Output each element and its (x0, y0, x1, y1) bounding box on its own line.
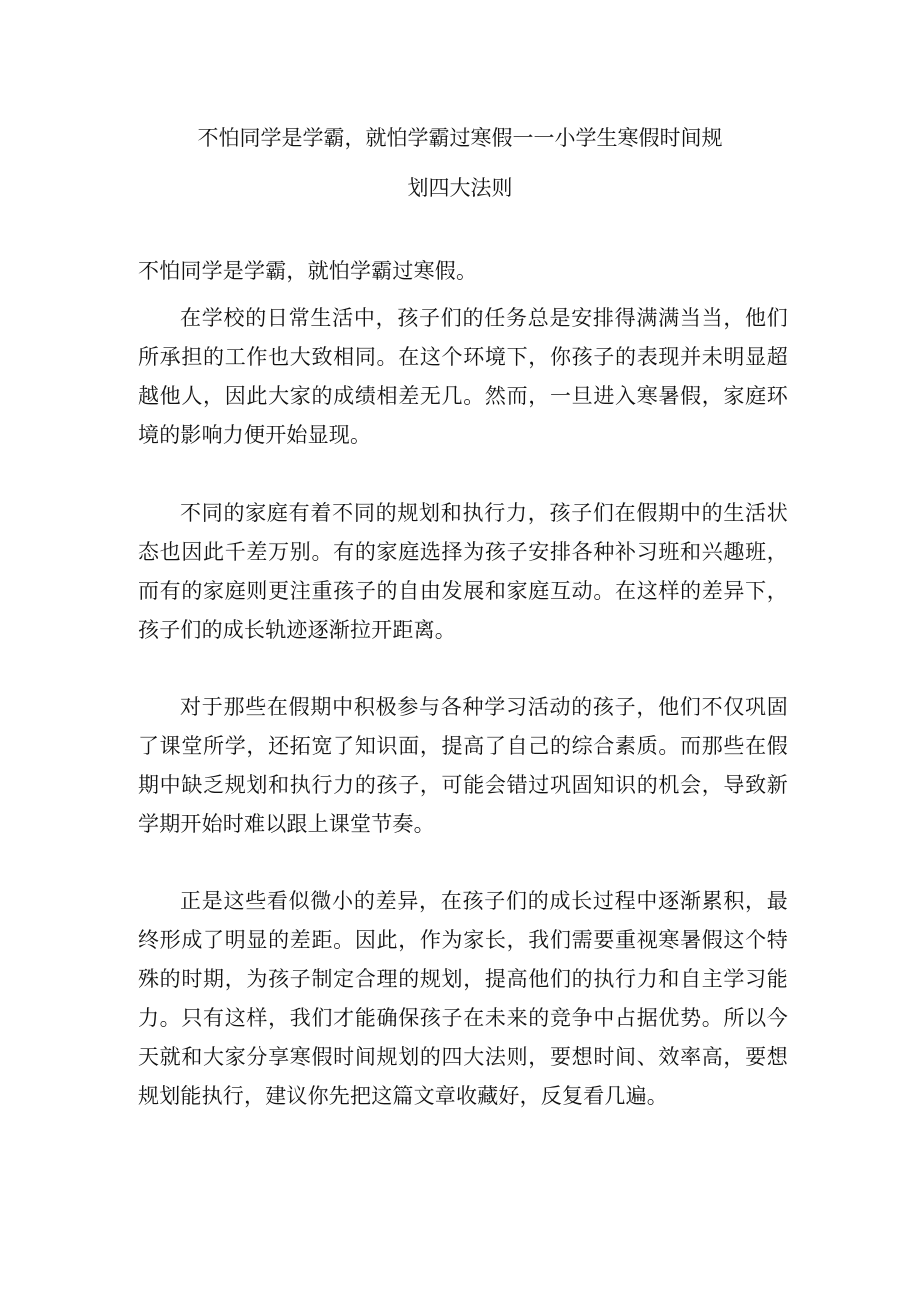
document-title-line-1: 不怕同学是学霸，就怕学霸过寒假一一小学生寒假时间规 (197, 126, 723, 150)
paragraph-block-3 (138, 688, 788, 844)
paragraph-block-4 (138, 882, 788, 1116)
paragraph-2: 不同的家庭有着不同的规划和执行力，孩子们在假期中的生活状态也因此千差万别。有的家庭选择为孩子安排各种补习班和兴趣班，而有的家庭则更注重孩子的自由发展和家庭互动。在这样的差异下，孩子们的成长轨迹逐渐拉开距离。 (138, 501, 788, 642)
paragraph-3: 对于那些在假期中积极参与各种学习活动的孩子，他们不仅巩固了课堂所学，还拓宽了知识面，提高了自己的综合素质。而那些在假期中缺乏规划和执行力的孩子，可能会错过巩固知识的机会，导致新学期开始时难以跟上课堂节奏。 (138, 695, 788, 836)
paragraph-4: 正是这些看似微小的差异，在孩子们的成长过程中逐渐累积，最终形成了明显的差距。因此，作为家长，我们需要重视寒暑假这个特殊的时期，为孩子制定合理的规划，提高他们的执行力和自主学习能力。只有这样，我们才能确保孩子在未来的竞争中占据优势。所以今天就和大家分享寒假时间规划的四大法则，要想时间、效率高，要想规划能执行，建议你先把这篇文章收藏好，反复看几遍。 (138, 889, 788, 1108)
lead-sentence: 不怕同学是学霸，就怕学霸过寒假。 (138, 259, 478, 283)
document-title-line-2: 划四大法则 (407, 176, 513, 200)
lead-block (138, 252, 788, 291)
paragraph-block-2 (138, 494, 788, 650)
paragraph-1: 在学校的日常生活中，孩子们的任务总是安排得满满当当，他们所承担的工作也大致相同。在这个环境下，你孩子的表现并未明显超越他人，因此大家的成绩相差无几。然而，一旦进入寒暑假，家庭环境的影响力便开始显现。 (138, 306, 788, 447)
paragraph-block-1 (138, 299, 788, 455)
